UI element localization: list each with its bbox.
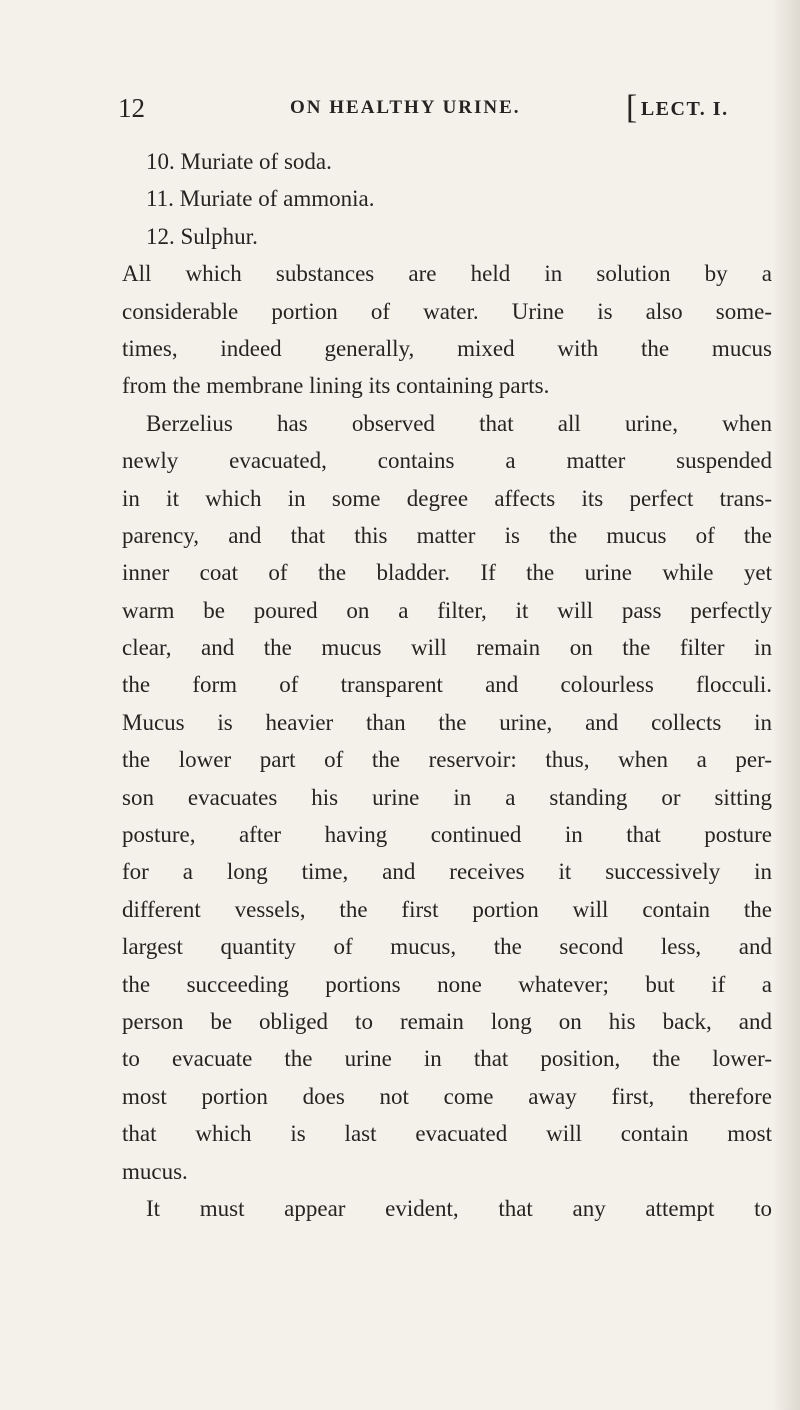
text-line: clear, and the mucus will remain on the filter in — [122, 635, 772, 661]
text-line: the lower part of the reservoir: thus, when a per- — [122, 747, 772, 773]
text-line: 12. Sulphur. — [146, 223, 258, 249]
page-edge-shadow — [772, 0, 800, 1410]
text-line: largest quantity of mucus, the second less, and — [122, 934, 772, 960]
text-line: newly evacuated, contains a matter suspended — [122, 448, 772, 474]
text-line: from the membrane lining its containing parts. — [122, 373, 550, 399]
text-line: 10. Muriate of soda. — [146, 149, 332, 174]
text-line: for a long time, and receives it successively in — [122, 859, 772, 885]
body-text — [122, 143, 772, 1227]
text-line: inner coat of the bladder. If the urine while yet — [122, 560, 772, 586]
text-line: Mucus is heavier than the urine, and collects in — [122, 709, 772, 735]
lecture-reference — [626, 88, 729, 129]
text-line: 11. Muriate of ammonia. — [146, 186, 375, 212]
text-line: different vessels, the first portion will contain the — [122, 896, 772, 922]
running-header — [118, 88, 778, 128]
text-line: It must appear evident, that any attempt to — [146, 1195, 772, 1221]
lecture-label: LECT. I. — [640, 98, 729, 120]
text-line: person be obliged to remain long on his back, and — [122, 1008, 772, 1034]
text-line: the form of transparent and colourless flocculi. — [122, 672, 772, 698]
text-line: son evacuates his urine in a standing or sitting — [122, 784, 772, 810]
text-line: most portion does not come away first, therefore — [122, 1083, 772, 1109]
text-line: warm be poured on a filter, it will pass perfectly — [122, 597, 772, 623]
page-number: 12 — [118, 93, 145, 123]
text-line: parency, and that this matter is the mucus of the — [122, 522, 772, 548]
text-line: that which is last evacuated will contain most — [122, 1121, 772, 1147]
text-line: mucus. — [122, 1158, 188, 1184]
text-line: to evacuate the urine in that position, the lower- — [122, 1046, 772, 1072]
text-line: times, indeed generally, mixed with the mucus — [122, 335, 772, 361]
text-line: posture, after having continued in that posture — [122, 822, 772, 848]
text-line: the succeeding portions none whatever; but if a — [122, 971, 772, 997]
text-line: Berzelius has observed that all urine, when — [146, 410, 772, 436]
text-line: in it which in some degree affects its perfect trans- — [122, 485, 772, 511]
text-line: considerable portion of water. Urine is also some- — [122, 298, 772, 324]
lecture-bracket: [ — [626, 89, 639, 126]
text-line: All which substances are held in solution by a — [122, 261, 772, 287]
running-title: ON HEALTHY URINE. — [290, 97, 521, 118]
